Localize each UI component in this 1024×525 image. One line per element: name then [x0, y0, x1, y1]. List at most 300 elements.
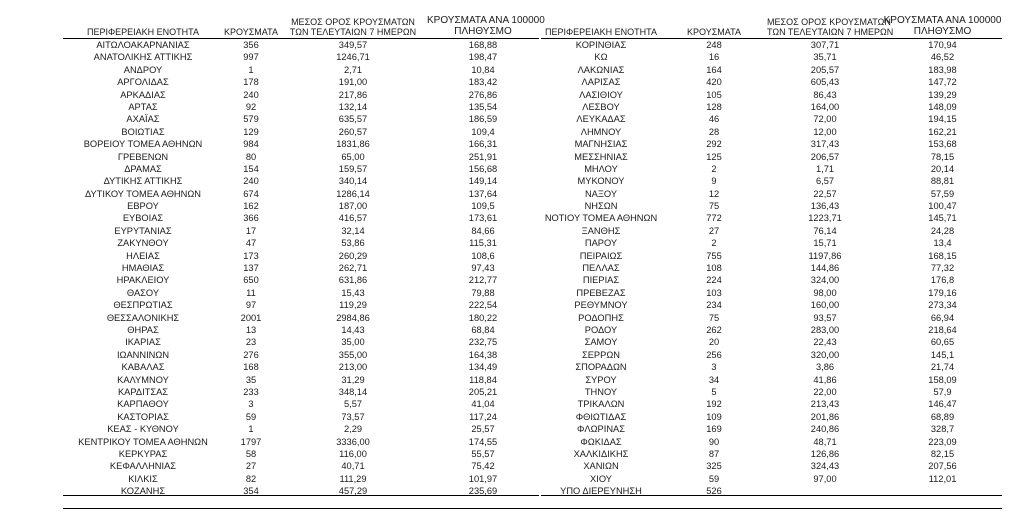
table-row: [63, 423, 539, 435]
region-cell: ΠΙΕΡΙΑΣ: [582, 275, 620, 286]
left-table: [63, 12, 545, 497]
per-100k-cell: 162,21: [928, 126, 957, 137]
cases-cell: 87: [708, 448, 720, 459]
cases-cell: 108: [706, 263, 722, 274]
cases-cell: 3: [711, 362, 717, 373]
avg-7-days-cell: 1246,71: [336, 52, 370, 63]
per-100k-cell: 21,74: [930, 362, 955, 373]
region-cell: ΦΘΙΩΤΙΔΑΣ: [575, 411, 627, 422]
cases-cell: 34: [708, 374, 720, 385]
region-cell: ΤΡΙΚΑΛΩΝ: [577, 399, 625, 410]
table-row: [63, 76, 539, 88]
region-cell: ΕΥΡΥΤΑΝΙΑΣ: [114, 225, 172, 236]
table-row: [541, 299, 1002, 311]
avg-7-days-cell: 98,00: [813, 287, 837, 298]
per-100k-cell: 170,94: [928, 40, 957, 50]
cases-cell: 80: [245, 151, 257, 162]
table-row: [541, 151, 1002, 163]
avg-7-days-cell: 12,00: [813, 126, 837, 137]
header-avg-line1: ΜΕΣΟΣ ΟΡΟΣ ΚΡΟΥΣΜΑΤΩΝ: [291, 17, 415, 27]
cases-cell: 9: [711, 176, 717, 187]
per-100k-cell: 207,56: [928, 461, 957, 472]
region-cell: ΝΑΞΟΥ: [584, 188, 618, 199]
per-100k-cell: 46,52: [930, 52, 955, 63]
cases-cell: 58: [245, 448, 257, 459]
region-cell: ΦΛΩΡΙΝΑΣ: [576, 424, 626, 435]
cases-cell: 997: [243, 52, 259, 63]
cases-cell: 28: [708, 126, 720, 137]
cases-cell: 650: [243, 275, 259, 286]
per-100k-cell: 112,01: [928, 473, 957, 484]
table-row: [541, 361, 1002, 373]
region-cell: ΛΗΜΝΟΥ: [580, 126, 622, 137]
per-100k-cell: 79,88: [471, 287, 495, 298]
avg-7-days-cell: 5,57: [343, 399, 363, 410]
cases-cell: 59: [708, 473, 720, 484]
right-table: [541, 12, 1002, 497]
per-100k-cell: 134,49: [468, 362, 498, 373]
cases-cell: 154: [243, 163, 259, 174]
cases-cell: 169: [706, 424, 722, 435]
region-cell: ΑΡΓΟΛΙΔΑΣ: [117, 77, 169, 88]
table-row: [541, 126, 1002, 138]
region-cell: ΚΕΡΚΥΡΑΣ: [118, 448, 168, 459]
avg-7-days-cell: 262,71: [338, 263, 368, 274]
table-row: [541, 460, 1002, 472]
per-100k-cell: 212,77: [468, 275, 498, 286]
cases-cell: 20: [708, 337, 720, 348]
avg-7-days-cell: 144,86: [810, 263, 840, 274]
cases-cell: 192: [706, 399, 722, 410]
region-cell: ΒΟΙΩΤΙΑΣ: [121, 126, 165, 137]
avg-7-days-cell: 2,29: [343, 424, 363, 435]
avg-7-days-cell: 116,00: [339, 448, 367, 459]
table-row: [541, 262, 1002, 274]
avg-7-days-cell: 217,86: [338, 89, 368, 100]
table-row: [541, 101, 1002, 113]
cases-cell: 75: [708, 201, 720, 212]
table-row: [63, 163, 539, 175]
per-100k-cell: 145,71: [928, 213, 957, 224]
region-cell: ΧΑΝΙΩΝ: [583, 461, 619, 472]
region-cell: ΤΗΝΟΥ: [584, 386, 618, 397]
per-100k-cell: 205,21: [468, 386, 498, 397]
avg-7-days-cell: 187,00: [338, 201, 368, 212]
avg-7-days-cell: 3336,00: [336, 436, 370, 447]
avg-7-days-cell: 1223,71: [808, 213, 842, 224]
header-per100k-line2: ΠΛΗΘΥΣΜΟ: [913, 26, 972, 37]
avg-7-days-cell: 1831,86: [336, 139, 370, 150]
table-row: [63, 113, 539, 125]
avg-7-days-cell: 457,29: [338, 486, 368, 497]
table-row: [541, 411, 1002, 423]
cases-cell: 420: [706, 77, 722, 88]
table-row: [541, 473, 1002, 485]
avg-7-days-cell: 6,57: [815, 176, 835, 187]
table-row: [541, 436, 1002, 448]
per-100k-cell: 180,22: [468, 312, 498, 323]
header-avg-line1: ΜΕΣΟΣ ΟΡΟΣ ΚΡΟΥΣΜΑΤΩΝ: [767, 17, 891, 27]
cases-cell: 13: [245, 324, 257, 335]
table-row: [63, 473, 539, 485]
table-row: [63, 411, 539, 423]
avg-7-days-cell: 164,00: [810, 101, 840, 112]
table-row: [63, 349, 539, 361]
per-100k-cell: 109,5: [471, 201, 495, 212]
region-cell: ΗΡΑΚΛΕΙΟΥ: [116, 275, 170, 286]
avg-7-days-cell: 213,43: [810, 399, 840, 410]
region-cell: ΣΕΡΡΩΝ: [581, 349, 620, 360]
region-cell: ΠΕΙΡΑΙΩΣ: [579, 250, 623, 261]
region-cell: ΠΡΕΒΕΖΑΣ: [576, 287, 626, 298]
region-cell: ΙΚΑΡΙΑΣ: [125, 337, 161, 348]
table-row: [63, 89, 539, 101]
cases-cell: 173: [243, 250, 259, 261]
per-100k-cell: 139,29: [928, 89, 957, 100]
table-row: [63, 324, 539, 336]
cases-cell: 240: [243, 176, 259, 187]
cases-cell: 75: [708, 312, 720, 323]
region-cell: ΝΗΣΩΝ: [584, 201, 618, 212]
cases-cell: 109: [706, 411, 722, 422]
cases-cell: 1: [248, 64, 254, 75]
cases-cell: 325: [706, 461, 722, 472]
avg-7-days-cell: 631,86: [338, 275, 368, 286]
avg-7-days-cell: 73,57: [341, 411, 365, 422]
cases-cell: 5: [711, 386, 717, 397]
cases-cell: 248: [706, 40, 722, 50]
per-100k-cell: 176,8: [930, 275, 955, 286]
region-cell: ΜΥΚΟΝΟΥ: [577, 176, 625, 187]
avg-7-days-cell: 53,86: [341, 238, 365, 249]
avg-7-days-cell: 14,43: [341, 324, 365, 335]
region-cell: ΚΕΑΣ - ΚΥΘΝΟΥ: [107, 424, 179, 435]
per-100k-cell: 118,84: [469, 374, 497, 385]
cases-cell: 105: [706, 89, 722, 100]
table-row: [63, 274, 539, 286]
avg-7-days-cell: 86,43: [813, 89, 837, 100]
region-cell: ΘΕΣΣΑΛΟΝΙΚΗΣ: [106, 312, 180, 323]
avg-7-days-cell: 2984,86: [336, 312, 370, 323]
header-per100k-line2: ΠΛΗΘΥΣΜΟ: [454, 26, 512, 37]
cases-cell: 178: [243, 77, 259, 88]
avg-7-days-cell: 213,00: [338, 362, 368, 373]
cases-cell: 27: [245, 461, 257, 472]
per-100k-cell: 135,54: [468, 101, 498, 112]
avg-7-days-cell: 324,43: [810, 461, 840, 472]
per-100k-cell: 198,47: [468, 52, 498, 63]
avg-7-days-cell: 340,14: [338, 176, 368, 187]
table-row: [541, 312, 1002, 324]
region-cell: ΞΑΝΘΗΣ: [581, 225, 621, 236]
region-cell: ΚΟΖΑΝΗΣ: [120, 486, 166, 497]
region-cell: ΑΙΤΩΛΟΑΚΑΡΝΑΝΙΑΣ: [96, 40, 190, 50]
per-100k-cell: 183,98: [928, 64, 957, 75]
table-row: [63, 175, 539, 187]
per-100k-cell: 24,28: [930, 225, 955, 236]
region-cell: ΔΥΤΙΚΗΣ ΑΤΤΙΚΗΣ: [103, 176, 183, 187]
cases-cell: 97: [245, 300, 257, 311]
avg-7-days-cell: 132,14: [338, 101, 368, 112]
table-row: [541, 175, 1002, 187]
cases-cell: 125: [706, 151, 722, 162]
per-100k-cell: 137,64: [468, 188, 498, 199]
cases-cell: 47: [245, 238, 257, 249]
per-100k-cell: 166,31: [468, 139, 498, 150]
cases-cell: 3: [248, 399, 254, 410]
table-row: [541, 138, 1002, 150]
avg-7-days-cell: 355,00: [338, 349, 368, 360]
per-100k-cell: 276,86: [468, 89, 498, 100]
per-100k-cell: 100,47: [928, 201, 957, 212]
per-100k-cell: 20,14: [930, 163, 955, 174]
per-100k-cell: 273,34: [928, 300, 957, 311]
region-cell: ΚΑΣΤΟΡΙΑΣ: [117, 411, 169, 422]
avg-7-days-cell: 349,57: [338, 40, 368, 50]
region-cell: ΡΟΔΟΠΗΣ: [578, 312, 624, 323]
cases-cell: 90: [708, 436, 720, 447]
per-100k-cell: 60,65: [930, 337, 955, 348]
table-row: [541, 89, 1002, 101]
cases-cell: 292: [706, 139, 722, 150]
table-row: [63, 448, 539, 460]
per-100k-cell: 149,14: [468, 176, 498, 187]
cases-cell: 240: [243, 89, 259, 100]
per-100k-cell: 41,04: [471, 399, 495, 410]
per-100k-cell: 75,42: [471, 461, 495, 472]
cases-cell: 137: [243, 263, 259, 274]
per-100k-cell: 84,66: [471, 225, 495, 236]
left-table-body: [63, 39, 539, 497]
region-cell: ΕΥΒΟΙΑΣ: [122, 213, 164, 224]
table-row: [63, 51, 539, 63]
table-row: [541, 398, 1002, 410]
avg-7-days-cell: 283,00: [810, 324, 840, 335]
cases-cell: 2: [711, 163, 717, 174]
per-100k-cell: 222,54: [468, 300, 498, 311]
left-table-bottom-border: [63, 495, 539, 496]
cases-cell: 356: [243, 40, 259, 50]
avg-7-days-cell: 320,00: [810, 349, 840, 360]
per-100k-cell: 55,57: [471, 448, 495, 459]
region-cell: ΜΕΣΣΗΝΙΑΣ: [574, 151, 628, 162]
table-row: [63, 212, 539, 224]
table-row: [63, 436, 539, 448]
avg-7-days-cell: 2,71: [343, 64, 363, 75]
avg-7-days-cell: 1197,86: [808, 250, 842, 261]
avg-7-days-cell: 191,00: [338, 77, 368, 88]
region-cell: ΗΛΕΙΑΣ: [126, 250, 160, 261]
avg-7-days-cell: 32,14: [341, 225, 365, 236]
cases-cell: 1797: [240, 436, 262, 447]
cases-cell: 366: [243, 213, 259, 224]
header-cases: ΚΡΟΥΣΜΑΤΑ: [224, 27, 278, 37]
right-table-header: [541, 12, 1002, 39]
per-100k-cell: 153,68: [928, 139, 957, 150]
cases-cell: 82: [245, 473, 257, 484]
per-100k-cell: 168,15: [928, 250, 957, 261]
per-100k-cell: 57,9: [933, 386, 952, 397]
avg-7-days-cell: 65,00: [341, 151, 365, 162]
table-row: [541, 386, 1002, 398]
per-100k-cell: 232,75: [468, 337, 498, 348]
avg-7-days-cell: 317,43: [810, 139, 840, 150]
per-100k-cell: 97,43: [471, 263, 495, 274]
cases-cell: 262: [706, 324, 722, 335]
table-row: [63, 398, 539, 410]
cases-cell: 128: [706, 101, 722, 112]
table-row: [63, 39, 539, 51]
table-row: [541, 287, 1002, 299]
region-cell: ΠΕΛΛΑΣ: [582, 263, 620, 274]
table-row: [541, 163, 1002, 175]
region-cell: ΑΡΤΑΣ: [128, 101, 158, 112]
region-cell: ΘΗΡΑΣ: [127, 324, 159, 335]
table-row: [541, 225, 1002, 237]
cases-cell: 674: [243, 188, 259, 199]
table-row: [63, 151, 539, 163]
region-cell: ΑΡΚΑΔΙΑΣ: [120, 89, 166, 100]
region-cell: ΠΑΡΟΥ: [584, 238, 618, 249]
cases-cell: 526: [706, 486, 722, 497]
region-cell: ΣΑΜΟΥ: [584, 337, 618, 348]
table-row: [541, 39, 1002, 51]
per-100k-cell: 186,59: [468, 114, 498, 125]
avg-7-days-cell: 324,00: [810, 275, 840, 286]
avg-7-days-cell: 260,57: [338, 126, 368, 137]
avg-7-days-cell: 205,57: [810, 64, 840, 75]
per-100k-cell: 147,72: [928, 77, 957, 88]
per-100k-cell: 77,32: [930, 263, 955, 274]
cases-cell: 27: [708, 225, 720, 236]
region-cell: ΚΟΡΙΝΘΙΑΣ: [575, 40, 627, 50]
region-cell: ΓΡΕΒΕΝΩΝ: [117, 151, 169, 162]
avg-7-days-cell: 206,57: [810, 151, 840, 162]
table-row: [63, 336, 539, 348]
avg-7-days-cell: 348,14: [338, 386, 368, 397]
cases-cell: 162: [243, 201, 259, 212]
region-cell: ΜΑΓΝΗΣΙΑΣ: [574, 139, 628, 150]
region-cell: ΛΑΣΙΘΙΟΥ: [579, 89, 623, 100]
per-100k-cell: 218,64: [928, 324, 957, 335]
right-table-bottom-border: [541, 495, 1002, 496]
per-100k-cell: 328,7: [930, 424, 955, 435]
region-cell: ΛΑΡΙΣΑΣ: [581, 77, 621, 88]
avg-7-days-cell: 136,43: [810, 201, 840, 212]
table-row: [63, 126, 539, 138]
avg-7-days-cell: 72,00: [813, 114, 837, 125]
region-cell: ΚΑΡΠΑΘΟΥ: [117, 399, 169, 410]
per-100k-cell: 68,89: [930, 411, 955, 422]
region-cell: ΚΑΛΥΜΝΟΥ: [117, 374, 169, 385]
region-cell: ΚΩ: [594, 52, 608, 63]
region-cell: ΚΕΝΤΡΙΚΟΥ ΤΟΜΕΑ ΑΘΗΝΩΝ: [78, 436, 208, 447]
cases-cell: 256: [706, 349, 722, 360]
header-per100k-line1: ΚΡΟΥΣΜΑΤΑ ΑΝΑ 100000: [883, 15, 1002, 26]
avg-7-days-cell: 416,57: [338, 213, 368, 224]
table-row: [541, 250, 1002, 262]
avg-7-days-cell: 111,29: [339, 473, 367, 484]
table-row: [541, 336, 1002, 348]
table-row: [63, 361, 539, 373]
region-cell: ΚΙΛΚΙΣ: [128, 473, 158, 484]
table-row: [541, 423, 1002, 435]
per-100k-cell: 78,15: [930, 151, 955, 162]
table-row: [541, 448, 1002, 460]
region-cell: ΙΩΑΝΝΙΝΩΝ: [116, 349, 170, 360]
per-100k-cell: 115,31: [469, 238, 497, 249]
cases-cell: 92: [245, 101, 257, 112]
region-cell: ΛΑΚΩΝΙΑΣ: [577, 64, 625, 75]
region-cell: ΔΡΑΜΑΣ: [124, 163, 162, 174]
avg-7-days-cell: 31,29: [341, 374, 365, 385]
cases-cell: 579: [243, 114, 259, 125]
cases-cell: 129: [243, 126, 259, 137]
table-row: [63, 386, 539, 398]
cases-cell: 17: [245, 225, 257, 236]
avg-7-days-cell: 15,43: [341, 287, 365, 298]
per-100k-cell: 88,81: [930, 176, 955, 187]
cases-cell: 755: [706, 250, 722, 261]
per-100k-cell: 173,61: [468, 213, 498, 224]
table-row: [63, 188, 539, 200]
table-row: [541, 349, 1002, 361]
region-cell: ΚΑΒΑΛΑΣ: [121, 362, 165, 373]
right-table-body: [541, 39, 1002, 497]
avg-7-days-cell: 93,57: [813, 312, 837, 323]
region-cell: ΗΜΑΘΙΑΣ: [121, 263, 165, 274]
region-cell: ΘΑΣΟΥ: [126, 287, 160, 298]
avg-7-days-cell: 1286,14: [336, 188, 370, 199]
cases-cell: 23: [245, 337, 257, 348]
table-row: [541, 200, 1002, 212]
per-100k-cell: 183,42: [468, 77, 498, 88]
cases-cell: 233: [243, 386, 259, 397]
header-avg-7-days: [289, 17, 417, 37]
region-cell: ΣΠΟΡΑΔΩΝ: [575, 362, 627, 373]
header-per-100k: [883, 15, 1002, 37]
per-100k-cell: 146,47: [928, 399, 957, 410]
avg-7-days-cell: 22,43: [813, 337, 837, 348]
table-row: [63, 299, 539, 311]
table-row: [63, 262, 539, 274]
table-row: [541, 374, 1002, 386]
table-row: [63, 312, 539, 324]
per-100k-cell: 101,97: [468, 473, 498, 484]
region-cell: ΕΒΡΟΥ: [127, 201, 159, 212]
avg-7-days-cell: 35,71: [813, 52, 837, 63]
per-100k-cell: 179,16: [928, 287, 957, 298]
per-100k-cell: 66,94: [930, 312, 955, 323]
cases-cell: 164: [706, 64, 722, 75]
region-cell: ΘΕΣΠΡΩΤΙΑΣ: [113, 300, 173, 311]
per-100k-cell: 82,15: [930, 448, 955, 459]
header-cases: ΚΡΟΥΣΜΑΤΑ: [687, 27, 741, 37]
table-row: [63, 138, 539, 150]
per-100k-cell: 168,88: [468, 40, 498, 50]
header-region: ΠΕΡΙΦΕΡΕΙΑΚΗ ΕΝΟΤΗΤΑ: [544, 27, 658, 37]
table-row: [541, 274, 1002, 286]
per-100k-cell: 223,09: [928, 436, 957, 447]
region-cell: ΜΗΛΟΥ: [584, 163, 618, 174]
per-100k-cell: 13,4: [933, 238, 952, 249]
table-row: [541, 237, 1002, 249]
header-avg-7-days: [767, 17, 894, 37]
region-cell: ΑΝΔΡΟΥ: [123, 64, 163, 75]
cases-cell: 12: [708, 188, 720, 199]
cases-cell: 2001: [240, 312, 262, 323]
avg-7-days-cell: 41,86: [813, 374, 837, 385]
